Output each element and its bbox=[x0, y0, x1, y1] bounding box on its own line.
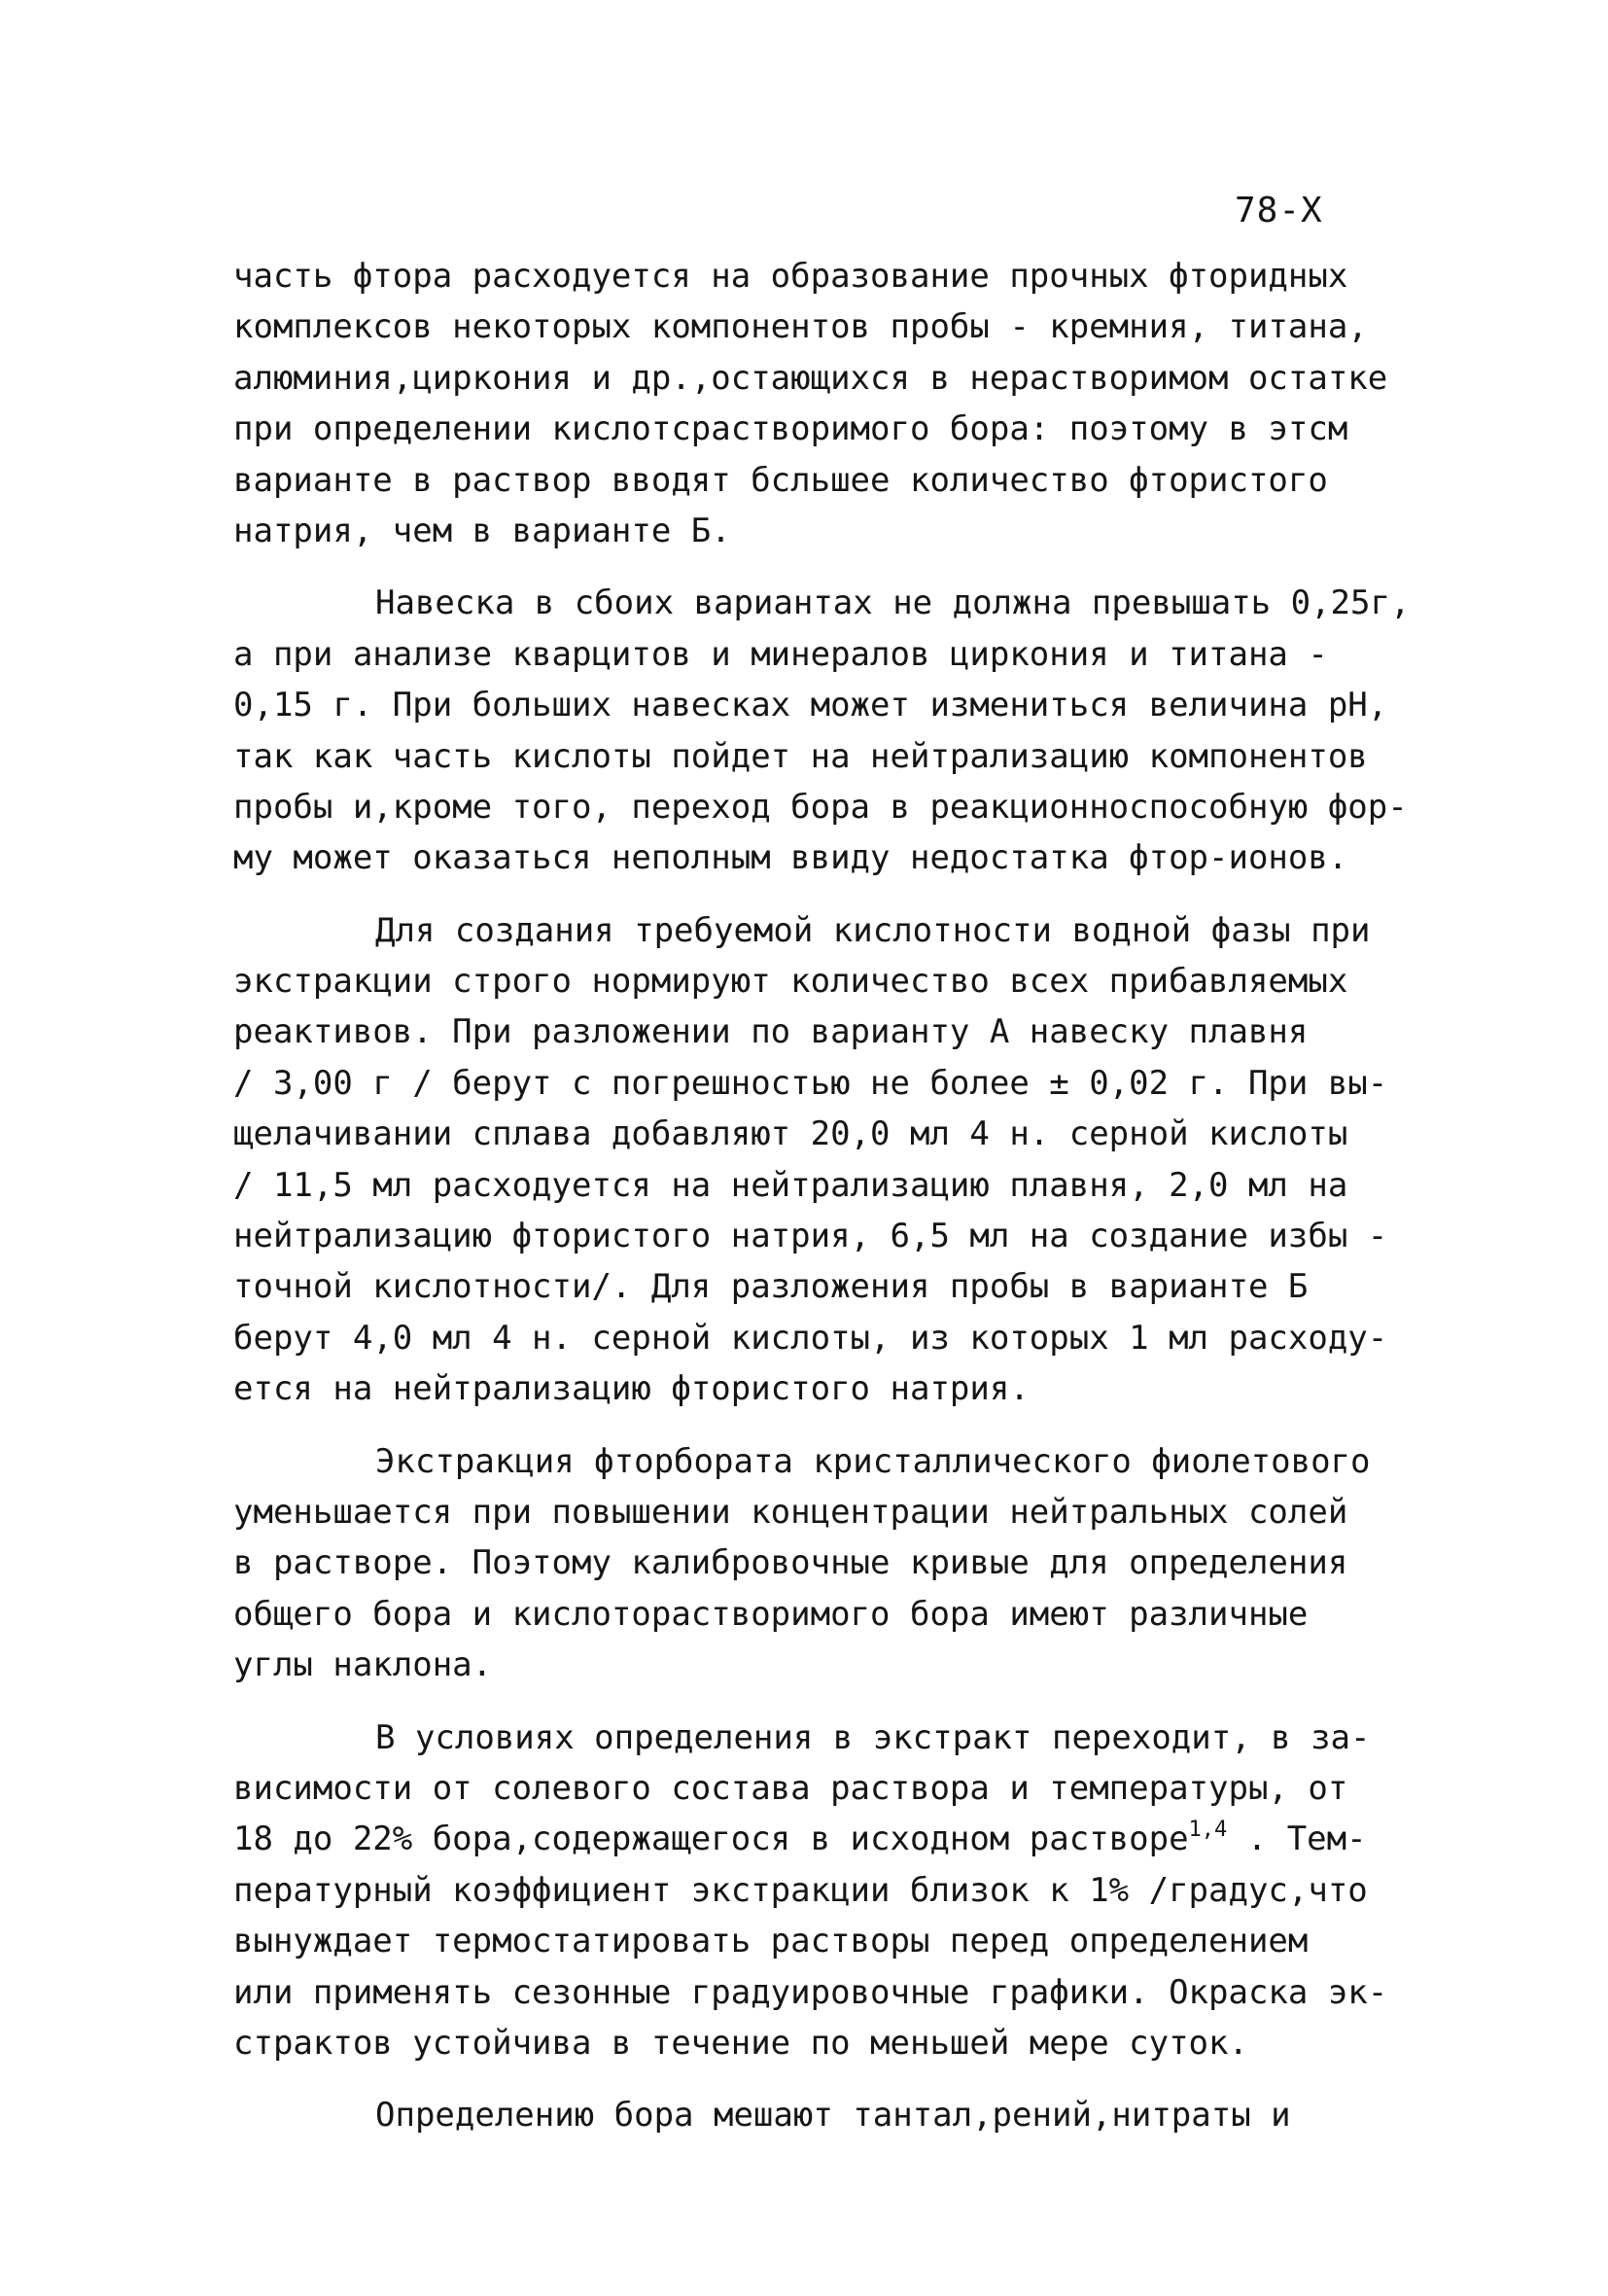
text-line-with-reference bbox=[233, 1814, 1439, 1864]
page-number: 78-X bbox=[1235, 191, 1323, 230]
text-line: комплексов некоторых компонентов пробы - кремния, титана, bbox=[233, 307, 1368, 347]
text-line: / 3,00 г / берут с погрешностью не более ± 0,02 г. При вы- bbox=[233, 1063, 1388, 1103]
paragraph-6 bbox=[233, 2090, 1439, 2140]
text-line: реактивов. При разложении по варианту А навеску плавня bbox=[233, 1012, 1309, 1052]
text-line: пробы и,кроме того, переход бора в реакционноспособную фор- bbox=[233, 787, 1408, 827]
text-line: Навеска в сбоих вариантах не должна превышать 0,25г, bbox=[375, 583, 1411, 623]
text-line: Для создания требуемой кислотности водной фазы при bbox=[375, 910, 1371, 950]
text-line: В условиях определения в экстракт переходит, в за- bbox=[375, 1717, 1371, 1757]
text-line: щелачивании сплава добавляют 20,0 мл 4 н. серной кислоты bbox=[233, 1114, 1348, 1154]
text-line: / 11,5 мл расходуется на нейтрализацию плавня, 2,0 мл на bbox=[233, 1165, 1348, 1205]
paragraph-5 bbox=[233, 1713, 1439, 2069]
text-line: вынуждает термостатировать растворы перед определением bbox=[233, 1922, 1309, 1961]
text-line: пературный коэффициент экстракции близок к 1% /градус,что bbox=[233, 1870, 1368, 1910]
text-line: ется на нейтрализацию фтористого натрия. bbox=[233, 1369, 1030, 1409]
paragraph-2 bbox=[233, 578, 1439, 883]
text-line: или применять сезонные градуировочные графики. Окраска эк- bbox=[233, 1972, 1388, 2012]
text-line: му может оказаться неполным ввиду недостатка фтор-ионов. bbox=[233, 838, 1348, 878]
text-segment: . Тем- bbox=[1227, 1819, 1367, 1859]
paragraph-4 bbox=[233, 1436, 1439, 1691]
text-line: экстракции строго нормируют количество всех прибавляемых bbox=[233, 962, 1348, 1002]
text-line: часть фтора расходуется на образование прочных фторидных bbox=[233, 257, 1348, 296]
text-line: варианте в раствор вводят бсльшее количество фтористого bbox=[233, 460, 1328, 500]
text-line: углы наклона. bbox=[233, 1645, 493, 1685]
paragraph-1 bbox=[233, 251, 1439, 556]
reference-superscript: 1,4 bbox=[1188, 1818, 1228, 1842]
text-line: точной кислотности/. Для разложения пробы в варианте Б bbox=[233, 1267, 1309, 1307]
text-line: нейтрализацию фтористого натрия, 6,5 мл на создание избы - bbox=[233, 1217, 1388, 1256]
text-line: так как часть кислоты пойдет на нейтрализацию компонентов bbox=[233, 736, 1368, 776]
text-line: при определении кислотсрастворимого бора: поэтому в этсм bbox=[233, 409, 1348, 449]
text-line: берут 4,0 мл 4 н. серной кислоты, из которых 1 мл расходу- bbox=[233, 1318, 1388, 1358]
text-line: а при анализе кварцитов и минералов циркония и титана - bbox=[233, 634, 1328, 674]
text-line: натрия, чем в варианте Б. bbox=[233, 511, 731, 550]
text-line: общего бора и кислоторастворимого бора имеют различные bbox=[233, 1594, 1309, 1634]
text-line: уменьшается при повышении концентрации нейтральных солей bbox=[233, 1492, 1348, 1532]
text-line: страктов устойчива в течение по меньшей мере суток. bbox=[233, 2023, 1248, 2063]
text-line: в растворе. Поэтому калибровочные кривые для определения bbox=[233, 1543, 1348, 1583]
text-line: Экстракция фторбората кристаллического фиолетового bbox=[375, 1441, 1371, 1481]
text-line: Определению бора мешают тантал,рений,нитраты и bbox=[375, 2096, 1291, 2136]
document-body bbox=[233, 251, 1439, 2141]
text-segment: 18 до 22% бора,содержащегося в исходном растворе bbox=[233, 1819, 1189, 1859]
paragraph-3 bbox=[233, 905, 1439, 1415]
text-line: висимости от солевого состава раствора и температуры, от bbox=[233, 1768, 1348, 1808]
text-line: 0,15 г. При больших навесках может измениться величина pH, bbox=[233, 686, 1388, 725]
text-line: алюминия,циркония и др.,остающихся в нерастворимом остатке bbox=[233, 358, 1388, 398]
